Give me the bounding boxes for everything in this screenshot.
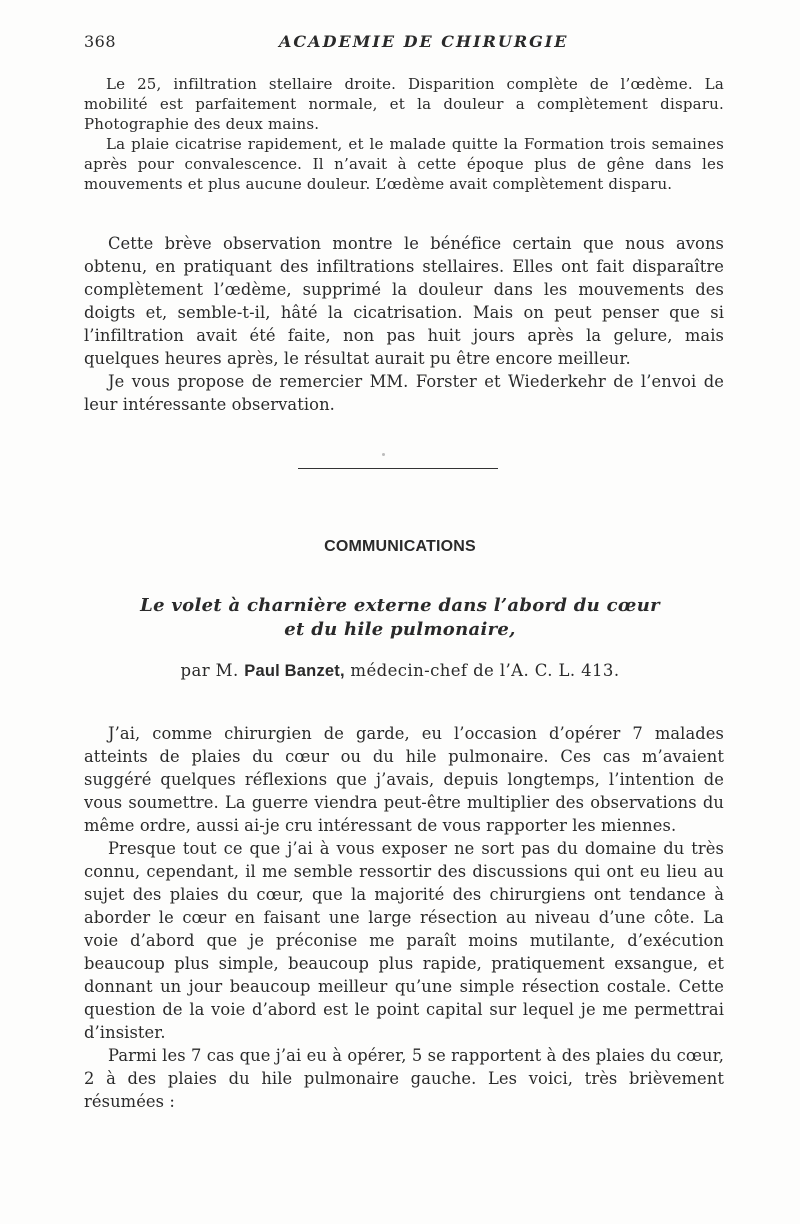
paragraph: Je vous propose de remercier MM. Forster et Wiederkehr de l’envoi de leur intéressante observation. — [84, 372, 724, 414]
page-header — [84, 32, 724, 54]
case-report-ending — [84, 74, 724, 194]
paragraph: Le 25, infiltration stellaire droite. Disparition complète de l’œdème. La mobilité est parfaitement normale, et la douleur a complètement disparu. Photographie des deux mains. — [84, 75, 724, 133]
article-byline — [0, 661, 800, 681]
author-name: Paul Banzet, — [244, 662, 345, 680]
paragraph: Cette brève observation montre le bénéfice certain que nous avons obtenu, en pratiquant des infiltrations stellaires. Elles ont fait disparaître complètement l’œdème, supprimé la douleur dans les mouvements des doigts et, semble-t-il, hâté la cicatrisation. Mais on peut penser que si l’infiltration avait été faite, non pas huit jours après la gelure, mais quelques heures après, le résultat aurait pu être encore meilleur. — [84, 234, 724, 368]
section-heading: COMMUNICATIONS — [324, 538, 476, 555]
paragraph: Presque tout ce que j’ai à vous exposer ne sort pas du domaine du très connu, cependant, il me semble ressortir des discussions qui ont eu lieu au sujet des plaies du cœur, que la majorité des chirurgiens ont tendance à aborder le cœur en faisant une large résection au niveau d’une côte. La voie d’abord que je préconise me paraît moins mutilante, d’exécution beaucoup plus simple, beaucoup plus rapide, pratiquement exsangue, et donnant un jour beaucoup meilleur qu’une simple résection costale. Cette question de la voie d’abord est le point capital sur lequel je me permettrai d’insister. — [84, 839, 724, 1042]
paragraph: J’ai, comme chirurgien de garde, eu l’occasion d’opérer 7 malades atteints de plaies du cœur ou du hile pulmonaire. Ces cas m’avaient suggéré quelques réflexions que j’avais, depuis longtemps, l’intention de vous soumettre. La guerre viendra peut-être multiplier des observations du même ordre, aussi ai-je cru intéressant de vous rapporter les miennes. — [84, 724, 724, 835]
article-body — [84, 722, 724, 1113]
report-conclusion — [84, 232, 724, 416]
author-affiliation: médecin-chef de l’A. C. L. 413. — [350, 661, 620, 680]
article-title: Le volet à charnière externe dans l’abord du cœur — [140, 595, 660, 616]
section-divider — [298, 468, 498, 469]
paragraph: Parmi les 7 cas que j’ai eu à opérer, 5 se rapportent à des plaies du cœur, 2 à des plaies du hile pulmonaire gauche. Les voici, très brièvement résumées : — [84, 1046, 724, 1111]
page-number: 368 — [84, 32, 117, 51]
article-title-continued: et du hile pulmonaire, — [284, 619, 516, 640]
running-title: ACADEMIE DE CHIRURGIE — [279, 32, 569, 51]
byline-prefix: par M. — [180, 661, 239, 680]
print-speck — [382, 453, 385, 456]
paragraph: La plaie cicatrise rapidement, et le malade quitte la Formation trois semaines après pour convalescence. Il n’avait à cette époque plus de gêne dans les mouvements et plus aucune douleur. L’œdème avait complètement disparu. — [84, 135, 724, 193]
